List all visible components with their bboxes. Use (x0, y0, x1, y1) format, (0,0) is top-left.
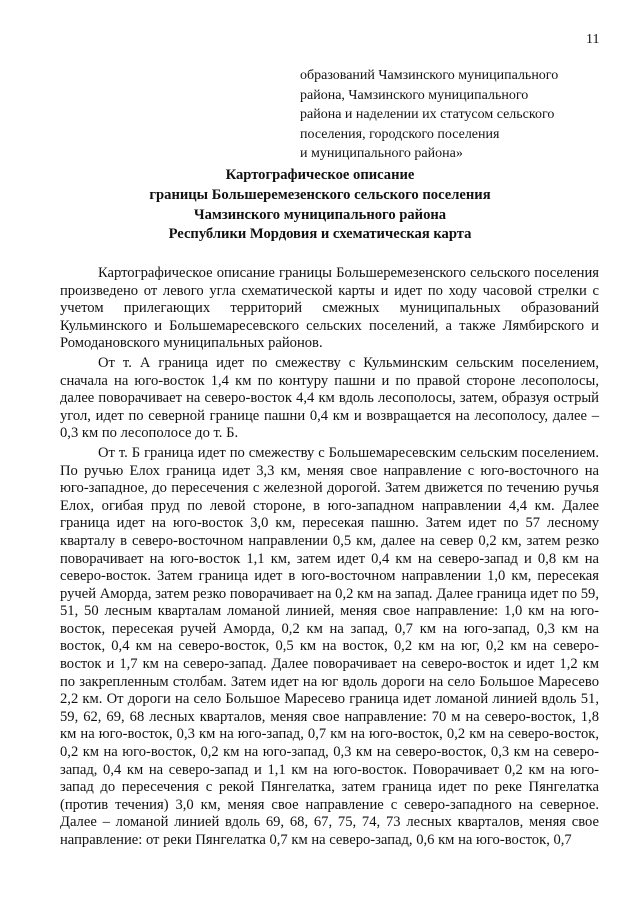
body-paragraph: От т. А граница идет по смежеству с Кульминским сельским поселением, сначала на юго-восток 1,4 км по контуру пашни и по правой стороне лесополосы, далее поворачивает на северо-восток 4,4 км вдоль лесополосы, затем, образуя острый угол, идет по северной границе пашни 0,4 км и возвращается на лесополосу, далее – 0,3 км по лесополосе до т. Б. (60, 354, 599, 442)
page-number: 11 (586, 32, 600, 47)
header-line: образований Чамзинского муниципального (300, 68, 559, 83)
body-paragraph: Картографическое описание границы Большеремезенского сельского поселения произведено от левого угла схематической карты и идет по ходу часовой стрелки с учетом прилегающих территорий смежных муниципальных образований Кульминского и Большемаресевского сельских поселений, а также Лямбирского и Ромодановского муниципальных районов. (60, 265, 599, 352)
document-body (60, 265, 599, 850)
document-header-reference (300, 66, 600, 164)
title-line: границы Большеремезенского сельского поселения (149, 186, 491, 203)
header-line: поселения, городского поселения (300, 126, 500, 142)
title-line: Картографическое описание (225, 167, 415, 183)
document-title (0, 166, 640, 245)
header-line: района и наделении их статусом сельского (300, 107, 555, 122)
title-line: Республики Мордовия и схематическая карта (168, 226, 472, 243)
header-line: района, Чамзинского муниципального (300, 87, 529, 103)
title-line: Чамзинского муниципального района (193, 206, 447, 223)
header-line: и муниципального района» (300, 146, 463, 161)
body-paragraph: От т. Б граница идет по смежеству с Большемаресевским сельским поселением. По ручью Елох граница идет 3,3 км, меняя свое направление с юго-восточного на юго-западное, до пересечения с железной дорогой. Затем движется по течению ручья Елох, огибая пруд по левой стороне, в юго-западном направлении 4,4 км. Далее граница идет на юго-восток 3,0 км, пересекая пашню. Затем идет по 57 лесному кварталу в северо-восточном направлении 0,5 км, далее на север 0,2 км, затем резко поворачивает на юго-восток 1,1 км, затем идет 0,4 км на северо-запад и 0,8 км на северо-восток. Затем граница идет в юго-восточном направлении 1,0 км, пересекая ручей Аморда, затем резко поворачивает на 0,2 км на запад. Далее граница идет по 59, 51, 50 лесным кварталам ломаной линией, меняя свое направление: 1,0 км на юго-восток, пересекая ручей Аморда, 0,2 км на запад, 0,7 км на юго-запад, 0,3 км на восток, 0,4 км на северо-восток, 0,5 км на восток, 0,2 км на юг, 0,2 км на северо-восток и 1,7 км на северо-запад. Далее поворачивает на северо-восток и идет 1,2 км по закрепленным столбам. Затем идет на юг вдоль дороги на село Большое Маресево 2,2 км. От дороги на село Большое Маресево граница идет ломаной линией вдоль 51, 59, 62, 69, 68 лесных кварталов, меняя свое направление: 70 м на северо-восток, 1,8 км на юго-восток, 0,3 км на юго-запад, 0,7 км на юго-восток, 0,2 км на северо-восток, 0,2 км на юго-восток, 0,2 км на юго-запад, 0,3 км на северо-восток, 0,3 км на северо-запад, 0,4 км на северо-запад и 1,1 км на юго-восток. Поворачивает 0,2 км на юго-запад до пересечения с рекой Пянгелатка, затем граница идет по реке Пянгелатка (против течения) 3,0 км, меняя свое направление с северо-западного на северное. Далее – ломаной линией вдоль 69, 68, 67, 75, 74, 73 лесных кварталов, меняя свое направление: от реки Пянгелатка 0,7 км на северо-запад, 0,6 км на юго-восток, 0,7 (60, 444, 599, 848)
